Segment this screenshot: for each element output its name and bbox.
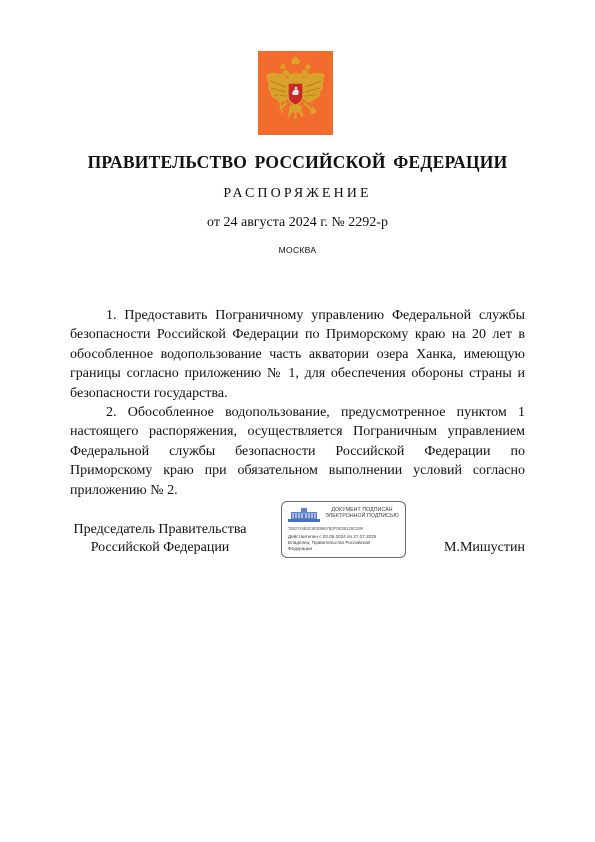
coat-of-arms-emblem [258, 51, 333, 135]
certificate-serial: 7882744B3C6EB9967B0F0E3B125C098 [288, 526, 363, 531]
certificate-validity: Действителен с 03.05.2024 по 27.07.2025 [288, 534, 377, 539]
certificate-owner-line-2: Федерации [288, 545, 313, 551]
paragraph-2: 2. Обособленное водопользование, предусмотренное пунктом 1 настоящего распоряжения, осуществляется Пограничным управлением Федеральной службы безопасности Российской Федерации по Приморскому краю при обязательном выполнении условий согласно приложению № 2. [70, 405, 525, 498]
document-type: РАСПОРЯЖЕНИЕ [223, 186, 372, 201]
signer-position [70, 521, 250, 557]
government-building-icon [288, 508, 320, 522]
electronic-signature-stamp [281, 501, 406, 558]
paragraph-1: 1. Предоставить Пограничному управлению Федеральной службы безопасности Российской Федерации по Приморскому краю на 20 лет в обособленное водопользование часть акватории озера Ханка, имеющую границы согласно приложению № 1, для обеспечения обороны страны и безопасности государства. [70, 308, 525, 401]
signer-position-line-1: Председатель Правительства [73, 522, 247, 537]
stamp-title [322, 507, 402, 520]
signer-position-line-2: Российской Федерации [90, 540, 230, 555]
document-body [70, 306, 525, 500]
government-title: ПРАВИТЕЛЬСТВО РОССИЙСКОЙ ФЕДЕРАЦИИ [87, 152, 508, 172]
document-city: МОСКВА [278, 245, 317, 255]
signer-name: М.Мишустин [444, 540, 525, 555]
document-date-number: от 24 августа 2024 г. № 2292-р [207, 215, 388, 230]
certificate-owner-line-1: Владелец: Правительство Российской [288, 540, 370, 545]
certificate-owner [288, 540, 368, 551]
stamp-title-line-1: ДОКУМЕНТ ПОДПИСАН [331, 507, 393, 513]
stamp-title-line-2: ЭЛЕКТРОННОЙ ПОДПИСЬЮ [325, 513, 399, 520]
russian-coat-of-arms-icon [258, 51, 333, 135]
